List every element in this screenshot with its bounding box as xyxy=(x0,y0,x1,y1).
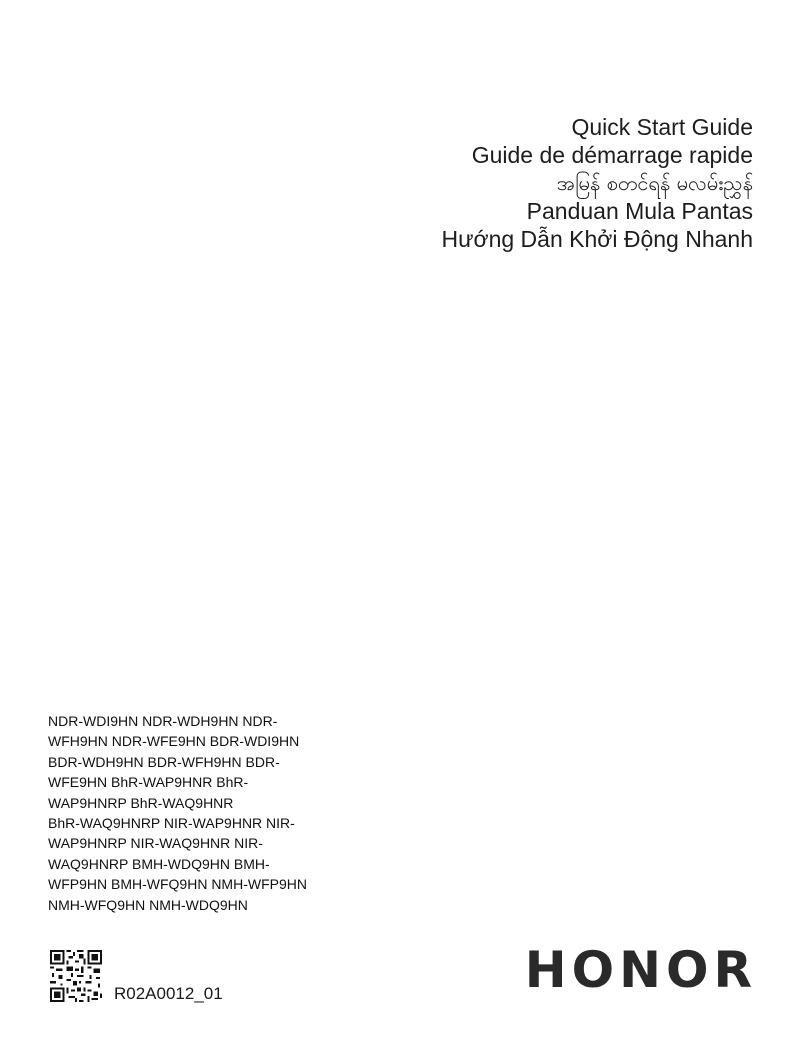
qr-code-icon[interactable] xyxy=(50,950,102,1002)
model-line: WFH9HN NDR-WFE9HN BDR-WDI9HN xyxy=(48,733,300,750)
model-line: BhR-WAQ9HNRP NIR-WAP9HNR NIR- xyxy=(48,815,295,832)
model-line: WFE9HN BhR-WAP9HNR BhR- xyxy=(48,774,249,791)
model-line: NMH-WFQ9HN NMH-WDQ9HN xyxy=(48,896,248,913)
guide-titles xyxy=(441,113,753,253)
model-line: WAP9HNRP NIR-WAQ9HNR NIR- xyxy=(48,835,263,852)
model-line: WAQ9HNRP BMH-WDQ9HN BMH- xyxy=(48,855,270,872)
title-myanmar: အမြန် စတင်ရန် မလမ်းညွှန် xyxy=(556,171,753,195)
honor-logo: HONOR xyxy=(524,941,757,999)
model-line: NDR-WDI9HN NDR-WDH9HN NDR- xyxy=(48,713,278,729)
model-line: BDR-WDH9HN BDR-WFH9HN BDR- xyxy=(48,753,280,770)
model-list xyxy=(48,711,358,915)
title-english: Quick Start Guide xyxy=(571,114,753,140)
title-french: Guide de démarrage rapide xyxy=(471,142,753,168)
model-line: WFP9HN BMH-WFQ9HN NMH-WFP9HN xyxy=(48,876,307,893)
document-code: R02A0012_01 xyxy=(114,984,223,1003)
title-vietnamese: Hướng Dẫn Khởi Động Nhanh xyxy=(441,226,753,252)
model-line: WAP9HNRP BhR-WAQ9HNR xyxy=(48,794,234,811)
title-malay: Panduan Mula Pantas xyxy=(526,198,753,224)
